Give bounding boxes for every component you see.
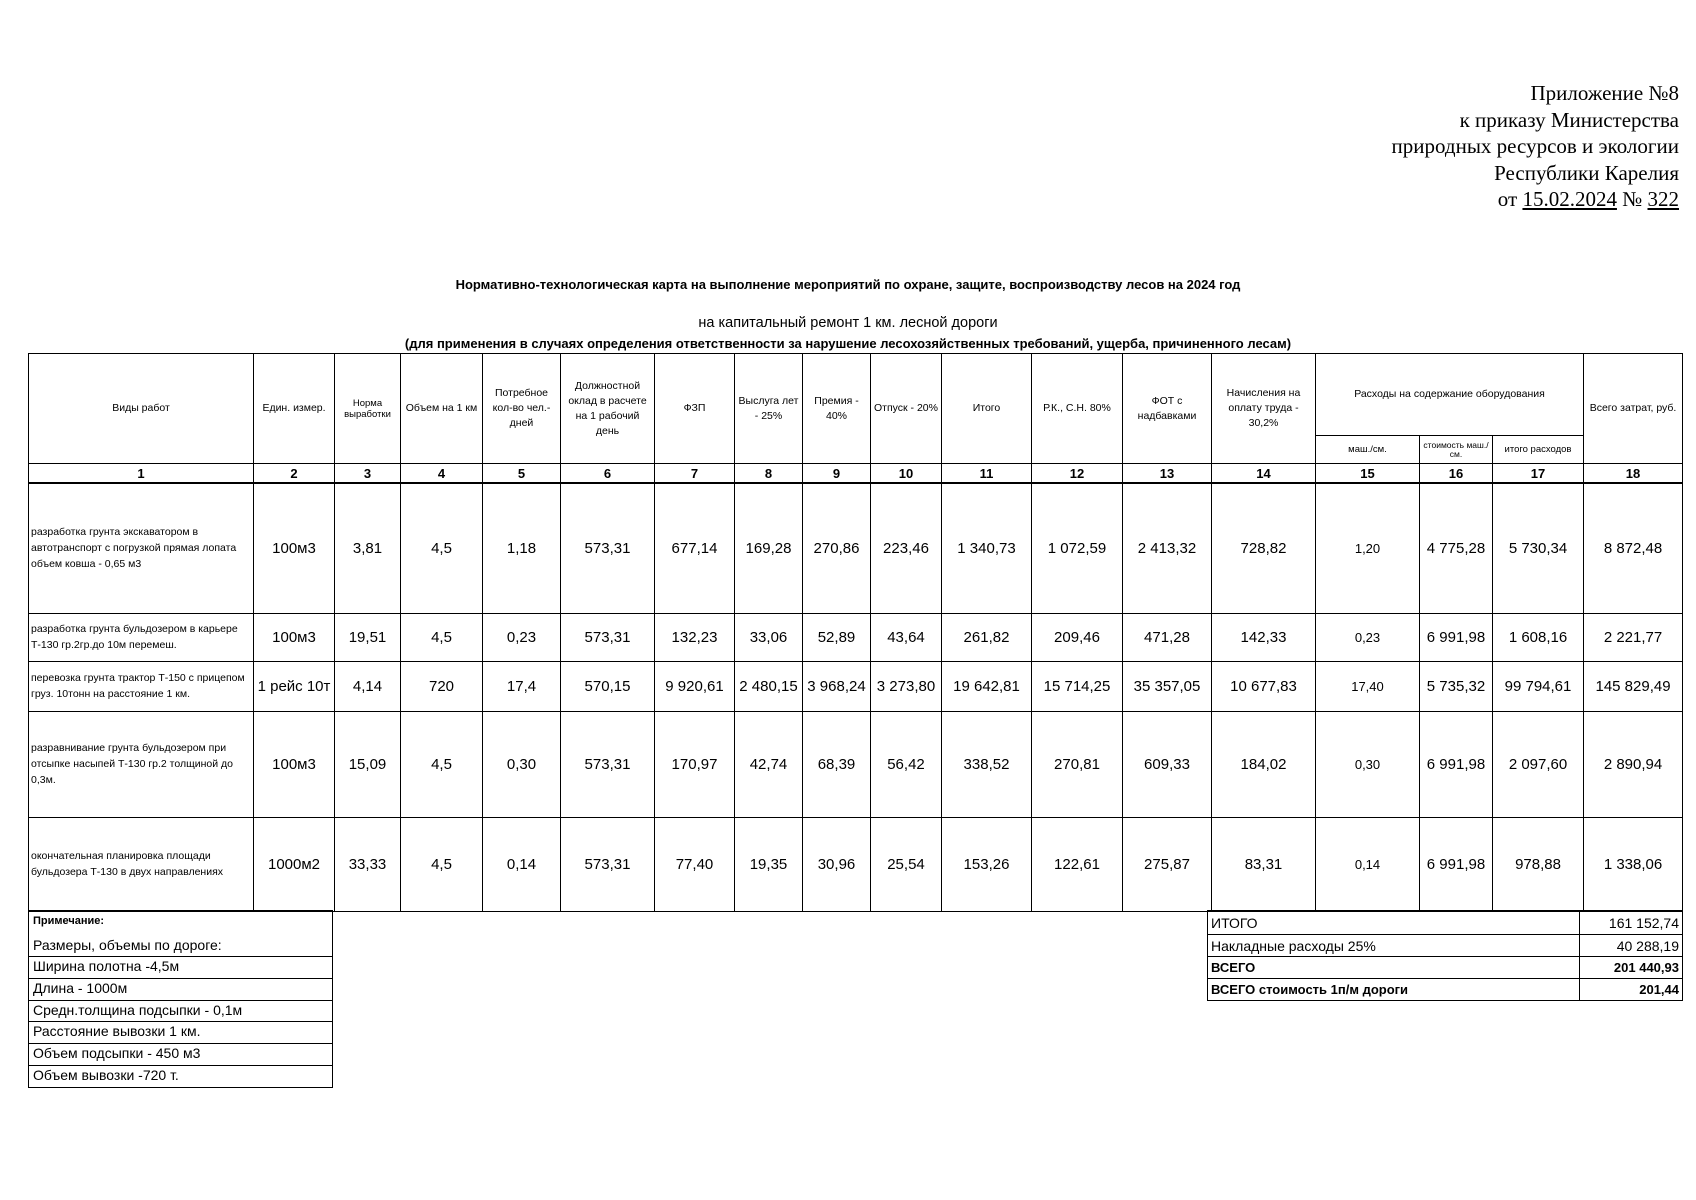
norm-cell: 3,81 <box>335 483 401 613</box>
header-unit: Един. измер. <box>254 354 335 464</box>
totals-label: ВСЕГО стоимость 1п/м дороги <box>1208 979 1580 1001</box>
fot-cell: 609,33 <box>1123 711 1212 817</box>
volume-cell: 4,5 <box>401 817 483 911</box>
fot-cell: 2 413,32 <box>1123 483 1212 613</box>
machine-shifts-cell: 0,14 <box>1316 817 1420 911</box>
regional-coef-cell: 209,46 <box>1032 613 1123 661</box>
salary-cell: 573,31 <box>561 483 655 613</box>
notes-subheading: Размеры, объемы по дороге: <box>29 935 332 957</box>
fot-cell: 275,87 <box>1123 817 1212 911</box>
totals-value: 40 288,19 <box>1580 935 1683 957</box>
column-number: 13 <box>1123 464 1212 484</box>
bonus-cell: 68,39 <box>803 711 871 817</box>
header-seniority: Выслуга лет - 25% <box>735 354 803 464</box>
table-row <box>29 711 1683 817</box>
column-number: 6 <box>561 464 655 484</box>
notes-heading: Примечание: <box>33 915 105 927</box>
fzp-cell: 77,40 <box>655 817 735 911</box>
regional-coef-cell: 270,81 <box>1032 711 1123 817</box>
vacation-cell: 25,54 <box>871 817 942 911</box>
column-number: 17 <box>1493 464 1584 484</box>
total-costs-cell: 2 890,94 <box>1584 711 1683 817</box>
document-purpose: (для применения в случаях определения ответственности за нарушение лесохозяйственных требований, ущерба, причиненного лесам) <box>404 336 1292 351</box>
fot-cell: 471,28 <box>1123 613 1212 661</box>
column-number: 9 <box>803 464 871 484</box>
header-machine-shift-cost: стоимость маш./см. <box>1420 436 1493 464</box>
unit-cell: 1000м2 <box>254 817 335 911</box>
notes-block <box>28 910 333 1088</box>
norm-cell: 15,09 <box>335 711 401 817</box>
fot-cell: 35 357,05 <box>1123 661 1212 711</box>
republic-label: Республики Карелия <box>1494 160 1679 185</box>
norm-cell: 19,51 <box>335 613 401 661</box>
table-row <box>29 661 1683 711</box>
equipment-total-cell: 99 794,61 <box>1493 661 1584 711</box>
header-bonus: Премия - 40% <box>803 354 871 464</box>
order-date: 15.02.2024 <box>1522 187 1617 211</box>
accruals-cell: 10 677,83 <box>1212 661 1316 711</box>
totals-row <box>1208 957 1683 979</box>
machine-shifts-cell: 0,23 <box>1316 613 1420 661</box>
total-costs-cell: 1 338,06 <box>1584 817 1683 911</box>
cost-table <box>28 353 1683 912</box>
date-prefix: от <box>1497 187 1518 211</box>
accruals-cell: 83,31 <box>1212 817 1316 911</box>
unit-cell: 1 рейс 10т <box>254 661 335 711</box>
column-number: 2 <box>254 464 335 484</box>
totals-label: ВСЕГО <box>1208 957 1580 979</box>
total-costs-cell: 145 829,49 <box>1584 661 1683 711</box>
column-number: 18 <box>1584 464 1683 484</box>
salary-cell: 573,31 <box>561 711 655 817</box>
bonus-cell: 3 968,24 <box>803 661 871 711</box>
regional-coef-cell: 1 072,59 <box>1032 483 1123 613</box>
note-item: Объем подсыпки - 450 м3 <box>29 1044 332 1066</box>
accruals-cell: 728,82 <box>1212 483 1316 613</box>
vacation-cell: 223,46 <box>871 483 942 613</box>
table-row <box>29 613 1683 661</box>
machine-shifts-cell: 1,20 <box>1316 483 1420 613</box>
document-title: Нормативно-технологическая карта на выполнение мероприятий по охране, защите, воспроизводству лесов на 2024 год <box>455 277 1241 292</box>
equipment-total-cell: 978,88 <box>1493 817 1584 911</box>
equipment-total-cell: 5 730,34 <box>1493 483 1584 613</box>
regional-coef-cell: 122,61 <box>1032 817 1123 911</box>
header-vacation: Отпуск - 20% <box>871 354 942 464</box>
totals-value: 161 152,74 <box>1580 911 1683 935</box>
seniority-cell: 19,35 <box>735 817 803 911</box>
note-item: Расстояние вывозки 1 км. <box>29 1022 332 1044</box>
unit-cell: 100м3 <box>254 483 335 613</box>
totals-row <box>1208 979 1683 1001</box>
header-work-type: Виды работ <box>29 354 254 464</box>
salary-cell: 570,15 <box>561 661 655 711</box>
seniority-cell: 33,06 <box>735 613 803 661</box>
note-item: Длина - 1000м <box>29 979 332 1001</box>
bonus-cell: 270,86 <box>803 483 871 613</box>
seniority-cell: 42,74 <box>735 711 803 817</box>
column-number: 15 <box>1316 464 1420 484</box>
totals-table <box>1207 910 1683 1001</box>
header-fzp: ФЗП <box>655 354 735 464</box>
unit-cell: 100м3 <box>254 711 335 817</box>
column-number: 7 <box>655 464 735 484</box>
man-days-cell: 17,4 <box>483 661 561 711</box>
appendix-label: Приложение №8 <box>1530 81 1679 105</box>
volume-cell: 4,5 <box>401 613 483 661</box>
table-row <box>29 483 1683 613</box>
subtotal-cell: 1 340,73 <box>942 483 1032 613</box>
header-regional-coef: Р.К., С.Н. 80% <box>1032 354 1123 464</box>
totals-value: 201,44 <box>1580 979 1683 1001</box>
accruals-cell: 142,33 <box>1212 613 1316 661</box>
totals-row <box>1208 935 1683 957</box>
column-number: 16 <box>1420 464 1493 484</box>
work-type-cell: перевозка грунта трактор Т-150 с прицепом груз. 10тонн на расстояние 1 км. <box>29 661 254 711</box>
column-number: 1 <box>29 464 254 484</box>
header-man-days: Потребное кол-во чел.-дней <box>483 354 561 464</box>
column-number: 12 <box>1032 464 1123 484</box>
column-numbers-row <box>29 464 1683 484</box>
bonus-cell: 52,89 <box>803 613 871 661</box>
man-days-cell: 0,23 <box>483 613 561 661</box>
total-costs-cell: 8 872,48 <box>1584 483 1683 613</box>
header-fot: ФОТ с надбавками <box>1123 354 1212 464</box>
unit-cell: 100м3 <box>254 613 335 661</box>
machine-shift-cost-cell: 6 991,98 <box>1420 817 1493 911</box>
note-item: Ширина полотна -4,5м <box>29 957 332 979</box>
column-number: 3 <box>335 464 401 484</box>
number-sign: № <box>1622 187 1643 211</box>
approval-block <box>1392 80 1679 213</box>
seniority-cell: 2 480,15 <box>735 661 803 711</box>
work-type-cell: окончательная планировка площади бульдозера Т-130 в двух направлениях <box>29 817 254 911</box>
header-subtotal: Итого <box>942 354 1032 464</box>
regional-coef-cell: 15 714,25 <box>1032 661 1123 711</box>
salary-cell: 573,31 <box>561 817 655 911</box>
ministry-label: природных ресурсов и экологии <box>1391 134 1679 158</box>
document-subtitle: на капитальный ремонт 1 км. лесной дороги <box>698 315 998 331</box>
man-days-cell: 0,14 <box>483 817 561 911</box>
machine-shift-cost-cell: 4 775,28 <box>1420 483 1493 613</box>
man-days-cell: 0,30 <box>483 711 561 817</box>
header-norm: Норма выработки <box>335 354 401 464</box>
norm-cell: 4,14 <box>335 661 401 711</box>
totals-label: Накладные расходы 25% <box>1208 935 1580 957</box>
header-machine-shifts: маш./см. <box>1316 436 1420 464</box>
machine-shift-cost-cell: 6 991,98 <box>1420 711 1493 817</box>
volume-cell: 4,5 <box>401 483 483 613</box>
fzp-cell: 9 920,61 <box>655 661 735 711</box>
total-costs-cell: 2 221,77 <box>1584 613 1683 661</box>
column-number: 11 <box>942 464 1032 484</box>
column-number: 8 <box>735 464 803 484</box>
norm-cell: 33,33 <box>335 817 401 911</box>
volume-cell: 4,5 <box>401 711 483 817</box>
equipment-total-cell: 2 097,60 <box>1493 711 1584 817</box>
header-total-costs: Всего затрат, руб. <box>1584 354 1683 464</box>
equipment-total-cell: 1 608,16 <box>1493 613 1584 661</box>
machine-shift-cost-cell: 6 991,98 <box>1420 613 1493 661</box>
subtotal-cell: 19 642,81 <box>942 661 1032 711</box>
seniority-cell: 169,28 <box>735 483 803 613</box>
header-salary: Должностной оклад в расчете на 1 рабочий день <box>561 354 655 464</box>
fzp-cell: 677,14 <box>655 483 735 613</box>
header-accruals: Начисления на оплату труда - 30,2% <box>1212 354 1316 464</box>
machine-shift-cost-cell: 5 735,32 <box>1420 661 1493 711</box>
header-equipment-total: итого расходов <box>1493 436 1584 464</box>
vacation-cell: 3 273,80 <box>871 661 942 711</box>
bonus-cell: 30,96 <box>803 817 871 911</box>
vacation-cell: 43,64 <box>871 613 942 661</box>
accruals-cell: 184,02 <box>1212 711 1316 817</box>
column-number: 5 <box>483 464 561 484</box>
man-days-cell: 1,18 <box>483 483 561 613</box>
header-equipment-costs: Расходы на содержание оборудования <box>1316 354 1584 436</box>
work-type-cell: разработка грунта экскаватором в автотранспорт с погрузкой прямая лопата объем ковша - 0,65 м3 <box>29 483 254 613</box>
work-type-cell: разравнивание грунта бульдозером при отсыпке насыпей Т-130 гр.2 толщиной до 0,3м. <box>29 711 254 817</box>
subtotal-cell: 261,82 <box>942 613 1032 661</box>
totals-value: 201 440,93 <box>1580 957 1683 979</box>
machine-shifts-cell: 0,30 <box>1316 711 1420 817</box>
salary-cell: 573,31 <box>561 613 655 661</box>
fzp-cell: 170,97 <box>655 711 735 817</box>
order-number: 322 <box>1647 187 1679 211</box>
note-item: Объем вывозки -720 т. <box>29 1066 332 1088</box>
order-date-line <box>1392 186 1679 213</box>
column-number: 14 <box>1212 464 1316 484</box>
table-row <box>29 817 1683 911</box>
totals-label: ИТОГО <box>1208 911 1580 935</box>
column-number: 4 <box>401 464 483 484</box>
vacation-cell: 56,42 <box>871 711 942 817</box>
subtotal-cell: 338,52 <box>942 711 1032 817</box>
fzp-cell: 132,23 <box>655 613 735 661</box>
machine-shifts-cell: 17,40 <box>1316 661 1420 711</box>
totals-row <box>1208 911 1683 935</box>
note-item: Средн.толщина подсыпки - 0,1м <box>29 1001 332 1023</box>
volume-cell: 720 <box>401 661 483 711</box>
subtotal-cell: 153,26 <box>942 817 1032 911</box>
header-volume: Объем на 1 км <box>401 354 483 464</box>
column-number: 10 <box>871 464 942 484</box>
order-label: к приказу Министерства <box>1459 107 1679 132</box>
work-type-cell: разработка грунта бульдозером в карьере Т-130 гр.2гр.до 10м перемеш. <box>29 613 254 661</box>
